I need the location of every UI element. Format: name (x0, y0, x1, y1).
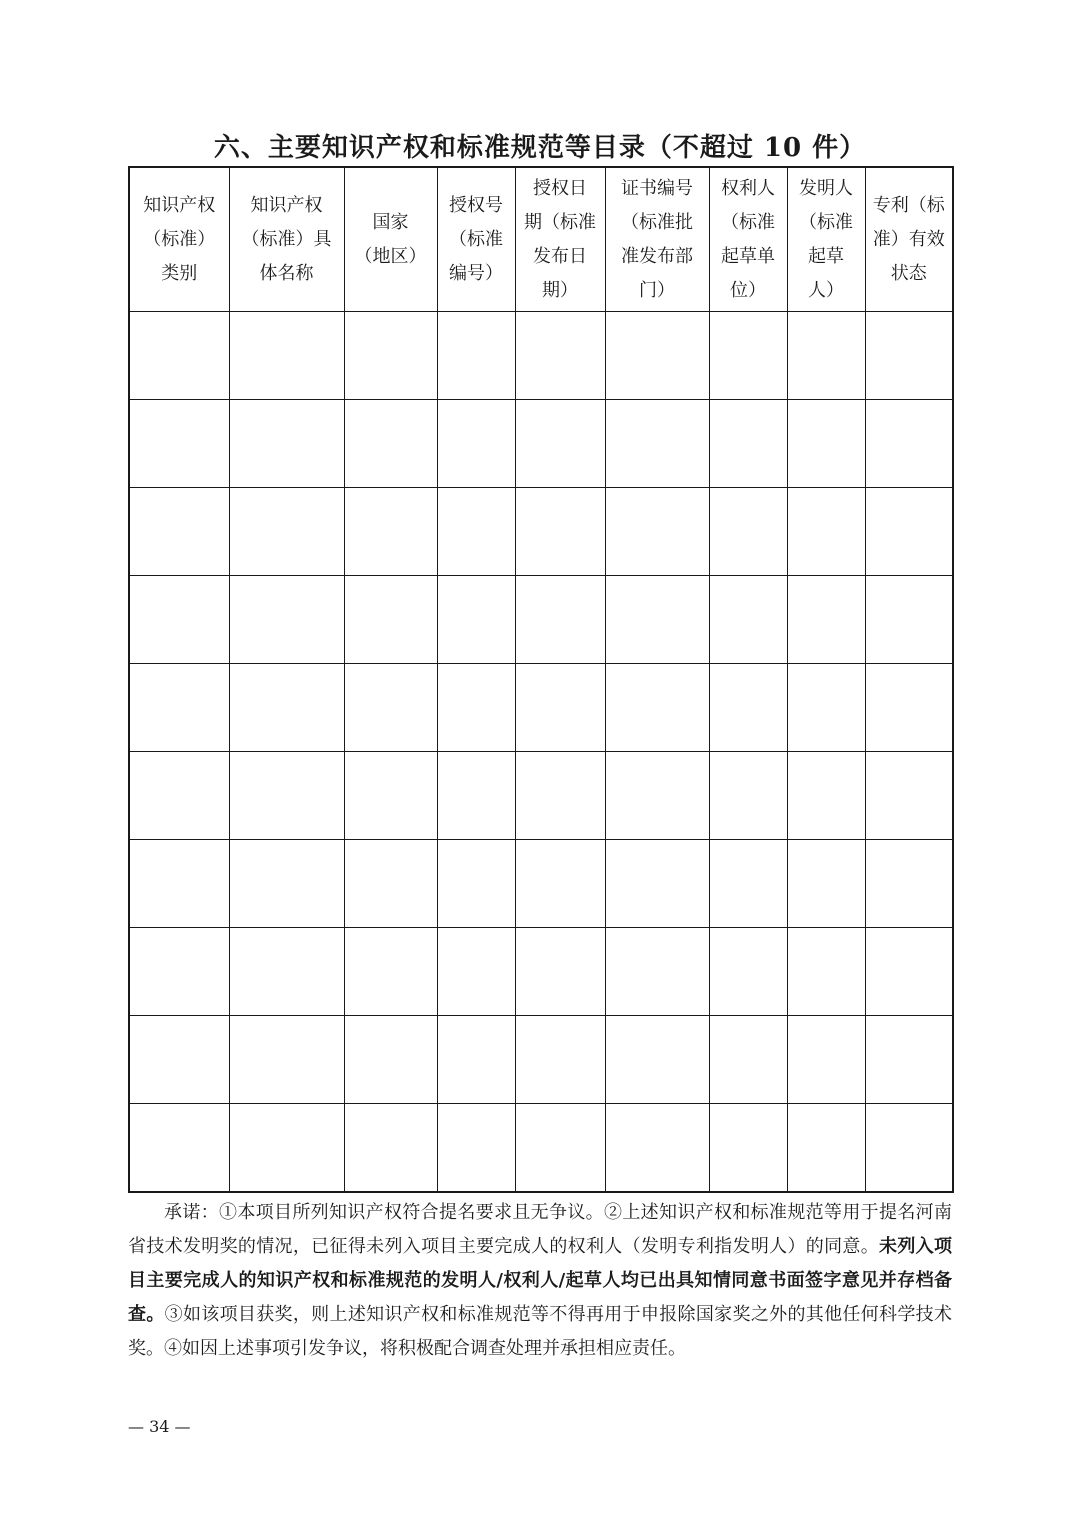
table-cell[interactable] (229, 664, 344, 752)
table-cell[interactable] (437, 928, 515, 1016)
col-header-grant-date: 授权日 期（标准 发布日 期） (515, 167, 605, 312)
table-row (129, 576, 953, 664)
table-cell[interactable] (515, 1104, 605, 1193)
table-cell[interactable] (515, 840, 605, 928)
table-cell[interactable] (709, 312, 787, 400)
table-cell[interactable] (229, 488, 344, 576)
table-cell[interactable] (515, 664, 605, 752)
table-cell[interactable] (787, 1016, 865, 1104)
table-cell[interactable] (437, 576, 515, 664)
table-cell[interactable] (229, 1016, 344, 1104)
table-cell[interactable] (437, 664, 515, 752)
table-cell[interactable] (344, 400, 437, 488)
table-cell[interactable] (865, 488, 953, 576)
table-cell[interactable] (515, 488, 605, 576)
col-header-validity-status: 专利（标 准）有效 状态 (865, 167, 953, 312)
table-cell[interactable] (709, 576, 787, 664)
table-cell[interactable] (605, 752, 709, 840)
table-body (129, 312, 953, 1193)
table-cell[interactable] (515, 576, 605, 664)
table-cell[interactable] (787, 488, 865, 576)
col-header-ip-category: 知识产权 （标准） 类别 (129, 167, 229, 312)
table-row (129, 664, 953, 752)
table-cell[interactable] (605, 1016, 709, 1104)
table-cell[interactable] (229, 840, 344, 928)
table-cell[interactable] (865, 312, 953, 400)
table-cell[interactable] (709, 488, 787, 576)
table-cell[interactable] (129, 312, 229, 400)
table-cell[interactable] (344, 576, 437, 664)
table-cell[interactable] (344, 488, 437, 576)
table-cell[interactable] (787, 1104, 865, 1193)
table-cell[interactable] (437, 400, 515, 488)
table-cell[interactable] (605, 576, 709, 664)
col-header-country: 国家 （地区） (344, 167, 437, 312)
page-number: — 34 — (128, 1417, 191, 1436)
col-header-certificate-number: 证书编号 （标准批 准发布部 门） (605, 167, 709, 312)
table-cell[interactable] (229, 928, 344, 1016)
table-cell[interactable] (605, 400, 709, 488)
commitment-part2: ③如该项目获奖，则上述知识产权和标准规范等不得再用于申报除国家奖之外的其他任何科学技术奖。④如因上述事项引发争议，将积极配合调查处理并承担相应责任。 (128, 1304, 952, 1359)
table-cell[interactable] (709, 1104, 787, 1193)
table-cell[interactable] (344, 928, 437, 1016)
table-cell[interactable] (865, 664, 953, 752)
table-cell[interactable] (605, 840, 709, 928)
table-cell[interactable] (709, 840, 787, 928)
table-cell[interactable] (605, 1104, 709, 1193)
table-cell[interactable] (129, 840, 229, 928)
commitment-text (128, 1196, 952, 1366)
table-cell[interactable] (344, 664, 437, 752)
table-cell[interactable] (437, 840, 515, 928)
col-header-ip-name: 知识产权 （标准）具 体名称 (229, 167, 344, 312)
col-header-inventor: 发明人 （标准 起草 人） (787, 167, 865, 312)
table-row (129, 488, 953, 576)
table-cell[interactable] (129, 488, 229, 576)
table-cell[interactable] (129, 576, 229, 664)
table-cell[interactable] (229, 1104, 344, 1193)
table-header-row (129, 167, 953, 312)
table-cell[interactable] (787, 928, 865, 1016)
table-cell[interactable] (865, 752, 953, 840)
table-cell[interactable] (605, 312, 709, 400)
commitment-bold: 未列入项目主要完成人的知识产权和标准规范的发明人/权利人/起草人均已出具知情同意书面签字意见并存档备查。 (128, 1236, 953, 1325)
table-cell[interactable] (709, 928, 787, 1016)
table-cell[interactable] (515, 928, 605, 1016)
col-header-rights-holder: 权利人 （标准 起草单 位） (709, 167, 787, 312)
table-cell[interactable] (437, 752, 515, 840)
table-cell[interactable] (515, 752, 605, 840)
table-cell[interactable] (129, 400, 229, 488)
table-row (129, 752, 953, 840)
table-cell[interactable] (344, 1016, 437, 1104)
table-cell[interactable] (787, 664, 865, 752)
table-row (129, 312, 953, 400)
table-cell[interactable] (229, 752, 344, 840)
table-cell[interactable] (515, 312, 605, 400)
table-cell[interactable] (865, 928, 953, 1016)
commitment-part1: 承诺：①本项目所列知识产权符合提名要求且无争议。②上述知识产权和标准规范等用于提名河南省技术发明奖的情况，已征得未列入项目主要完成人的权利人（发明专利指发明人）的同意。 (128, 1202, 952, 1257)
table-row (129, 400, 953, 488)
table-cell[interactable] (709, 752, 787, 840)
page-title: 六、主要知识产权和标准规范等目录（不超过 10 件） (213, 133, 867, 163)
table-cell[interactable] (129, 928, 229, 1016)
table-cell[interactable] (129, 664, 229, 752)
ip-table (128, 166, 954, 1193)
table-cell[interactable] (437, 1104, 515, 1193)
table-row (129, 1104, 953, 1193)
table-row (129, 840, 953, 928)
table-cell[interactable] (437, 1016, 515, 1104)
table-cell[interactable] (865, 1016, 953, 1104)
table-cell[interactable] (344, 312, 437, 400)
table-cell[interactable] (129, 1016, 229, 1104)
col-header-grant-number: 授权号 （标准 编号） (437, 167, 515, 312)
table-cell[interactable] (709, 664, 787, 752)
table-cell[interactable] (787, 400, 865, 488)
table-cell[interactable] (437, 488, 515, 576)
table-row (129, 928, 953, 1016)
table-cell[interactable] (709, 1016, 787, 1104)
table-cell[interactable] (344, 752, 437, 840)
table-cell[interactable] (229, 312, 344, 400)
table-cell[interactable] (787, 752, 865, 840)
table-cell[interactable] (129, 752, 229, 840)
table-cell[interactable] (787, 312, 865, 400)
table-cell[interactable] (865, 400, 953, 488)
table-cell[interactable] (229, 576, 344, 664)
table-cell[interactable] (865, 1104, 953, 1193)
table-cell[interactable] (344, 840, 437, 928)
table-cell[interactable] (865, 840, 953, 928)
table-cell[interactable] (865, 576, 953, 664)
table-cell[interactable] (515, 400, 605, 488)
table-cell[interactable] (787, 576, 865, 664)
table-cell[interactable] (515, 1016, 605, 1104)
table-cell[interactable] (709, 400, 787, 488)
table-cell[interactable] (229, 400, 344, 488)
table-cell[interactable] (437, 312, 515, 400)
table-cell[interactable] (344, 1104, 437, 1193)
table-row (129, 1016, 953, 1104)
table-cell[interactable] (787, 840, 865, 928)
table-cell[interactable] (605, 928, 709, 1016)
table-cell[interactable] (605, 664, 709, 752)
table-cell[interactable] (605, 488, 709, 576)
table-cell[interactable] (129, 1104, 229, 1193)
